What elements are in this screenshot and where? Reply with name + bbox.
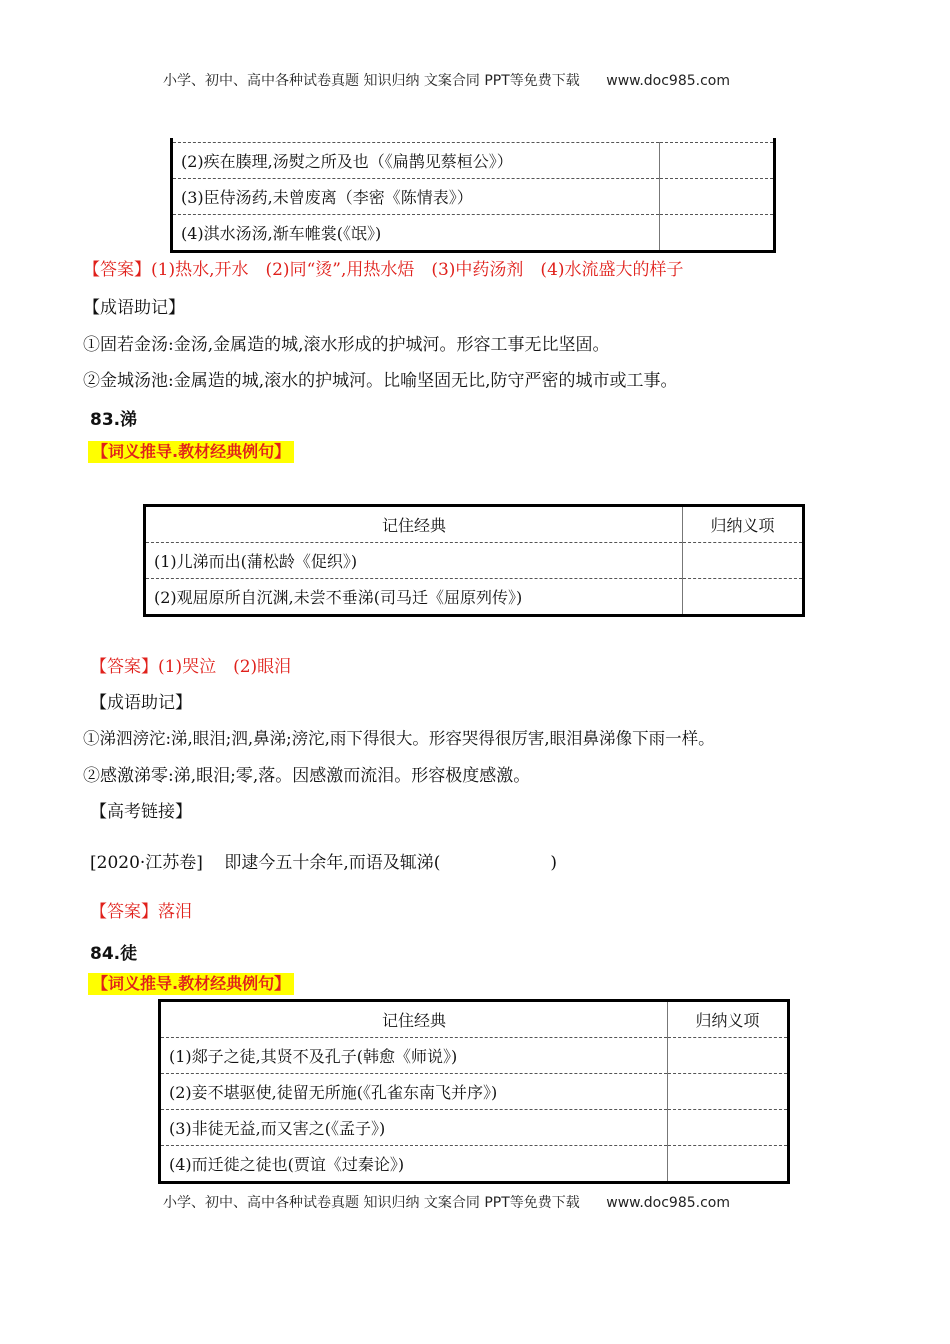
answer-cell (660, 215, 775, 252)
section82-idiom-title: 【成语助记】 (83, 298, 185, 318)
gaokao-text: 即逮今五十余年,而语及辄涕( (224, 853, 441, 873)
section84-tag: 【词义推导.教材经典例句】 (88, 973, 294, 995)
table-row: (2)疾在腠理,汤熨之所及也（《扁鹊见蔡桓公》） (172, 143, 660, 179)
header-text: 小学、初中、高中各种试卷真题 知识归纳 文案合同 PPT等免费下载 (163, 73, 580, 89)
answer-cell (668, 1146, 789, 1183)
gaokao-answer: 【答案】落泪 (90, 902, 192, 922)
answer-cell (668, 1110, 789, 1146)
answer-cell (668, 1074, 789, 1110)
gaokao-source: [2020·江苏卷] (90, 853, 203, 873)
section83-idiom-2: ②感激涕零:涕,眼泪;零,落。因感激而流泪。形容极度感激。 (83, 766, 531, 786)
header-url[interactable]: www.doc985.com (606, 73, 730, 89)
gaokao-close: ) (550, 853, 558, 873)
section82-answer: 【答案】(1)热水,开水 (2)同“烫”,用热水焐 (3)中药汤剂 (4)水流盛大的样子 (83, 260, 684, 280)
gaokao-question (90, 852, 557, 874)
section83-gaokao-title: 【高考链接】 (90, 802, 192, 822)
col-header: 归纳义项 (668, 1001, 789, 1038)
answer-cell (660, 143, 775, 179)
answer-cell (683, 579, 804, 616)
table-row: (4)而迁徙之徒也(贾谊《过秦论》) (160, 1146, 668, 1183)
section83-tag: 【词义推导.教材经典例句】 (88, 441, 294, 463)
answer-cell (660, 179, 775, 215)
footer-url[interactable]: www.doc985.com (606, 1195, 730, 1211)
footer-text: 小学、初中、高中各种试卷真题 知识归纳 文案合同 PPT等免费下载 (163, 1195, 580, 1211)
section83-table (143, 504, 805, 617)
table-row: (1)郯子之徒,其贤不及孔子(韩愈《师说》) (160, 1038, 668, 1074)
section84-heading: 84.徒 (90, 944, 138, 964)
col-header: 归纳义项 (683, 506, 804, 543)
table-row: (3)臣侍汤药,未曾废离（李密《陈情表》） (172, 179, 660, 215)
section83-heading: 83.涕 (90, 410, 138, 430)
table-row: (2)观屈原所自沉渊,未尝不垂涕(司马迁《屈原列传》) (145, 579, 683, 616)
table-row: (3)非徒无益,而又害之(《孟子》) (160, 1110, 668, 1146)
table-row: (2)妾不堪驱使,徒留无所施(《孔雀东南飞并序》) (160, 1074, 668, 1110)
col-header: 记住经典 (381, 1011, 446, 1030)
section83-idiom-title: 【成语助记】 (90, 693, 192, 713)
section83-idiom-1: ①涕泗滂沱:涕,眼泪;泗,鼻涕;滂沱,雨下得很大。形容哭得很厉害,眼泪鼻涕像下雨一样。 (83, 729, 715, 748)
section83-answer: 【答案】(1)哭泣 (2)眼泪 (90, 657, 292, 677)
page-footer (163, 1192, 730, 1212)
section82-table (170, 138, 776, 253)
table-row: (4)淇水汤汤,渐车帷裳(《氓》) (172, 215, 660, 252)
table-row: (1)儿涕而出(蒲松龄《促织》) (145, 543, 683, 579)
section84-table (158, 999, 790, 1184)
col-header: 记住经典 (381, 516, 446, 535)
page-header (163, 70, 730, 90)
section82-idiom-2: ②金城汤池:金属造的城,滚水的护城河。比喻坚固无比,防守严密的城市或工事。 (83, 371, 678, 391)
answer-cell (668, 1038, 789, 1074)
answer-cell (683, 543, 804, 579)
section82-idiom-1: ①固若金汤:金汤,金属造的城,滚水形成的护城河。形容工事无比坚固。 (83, 335, 610, 355)
